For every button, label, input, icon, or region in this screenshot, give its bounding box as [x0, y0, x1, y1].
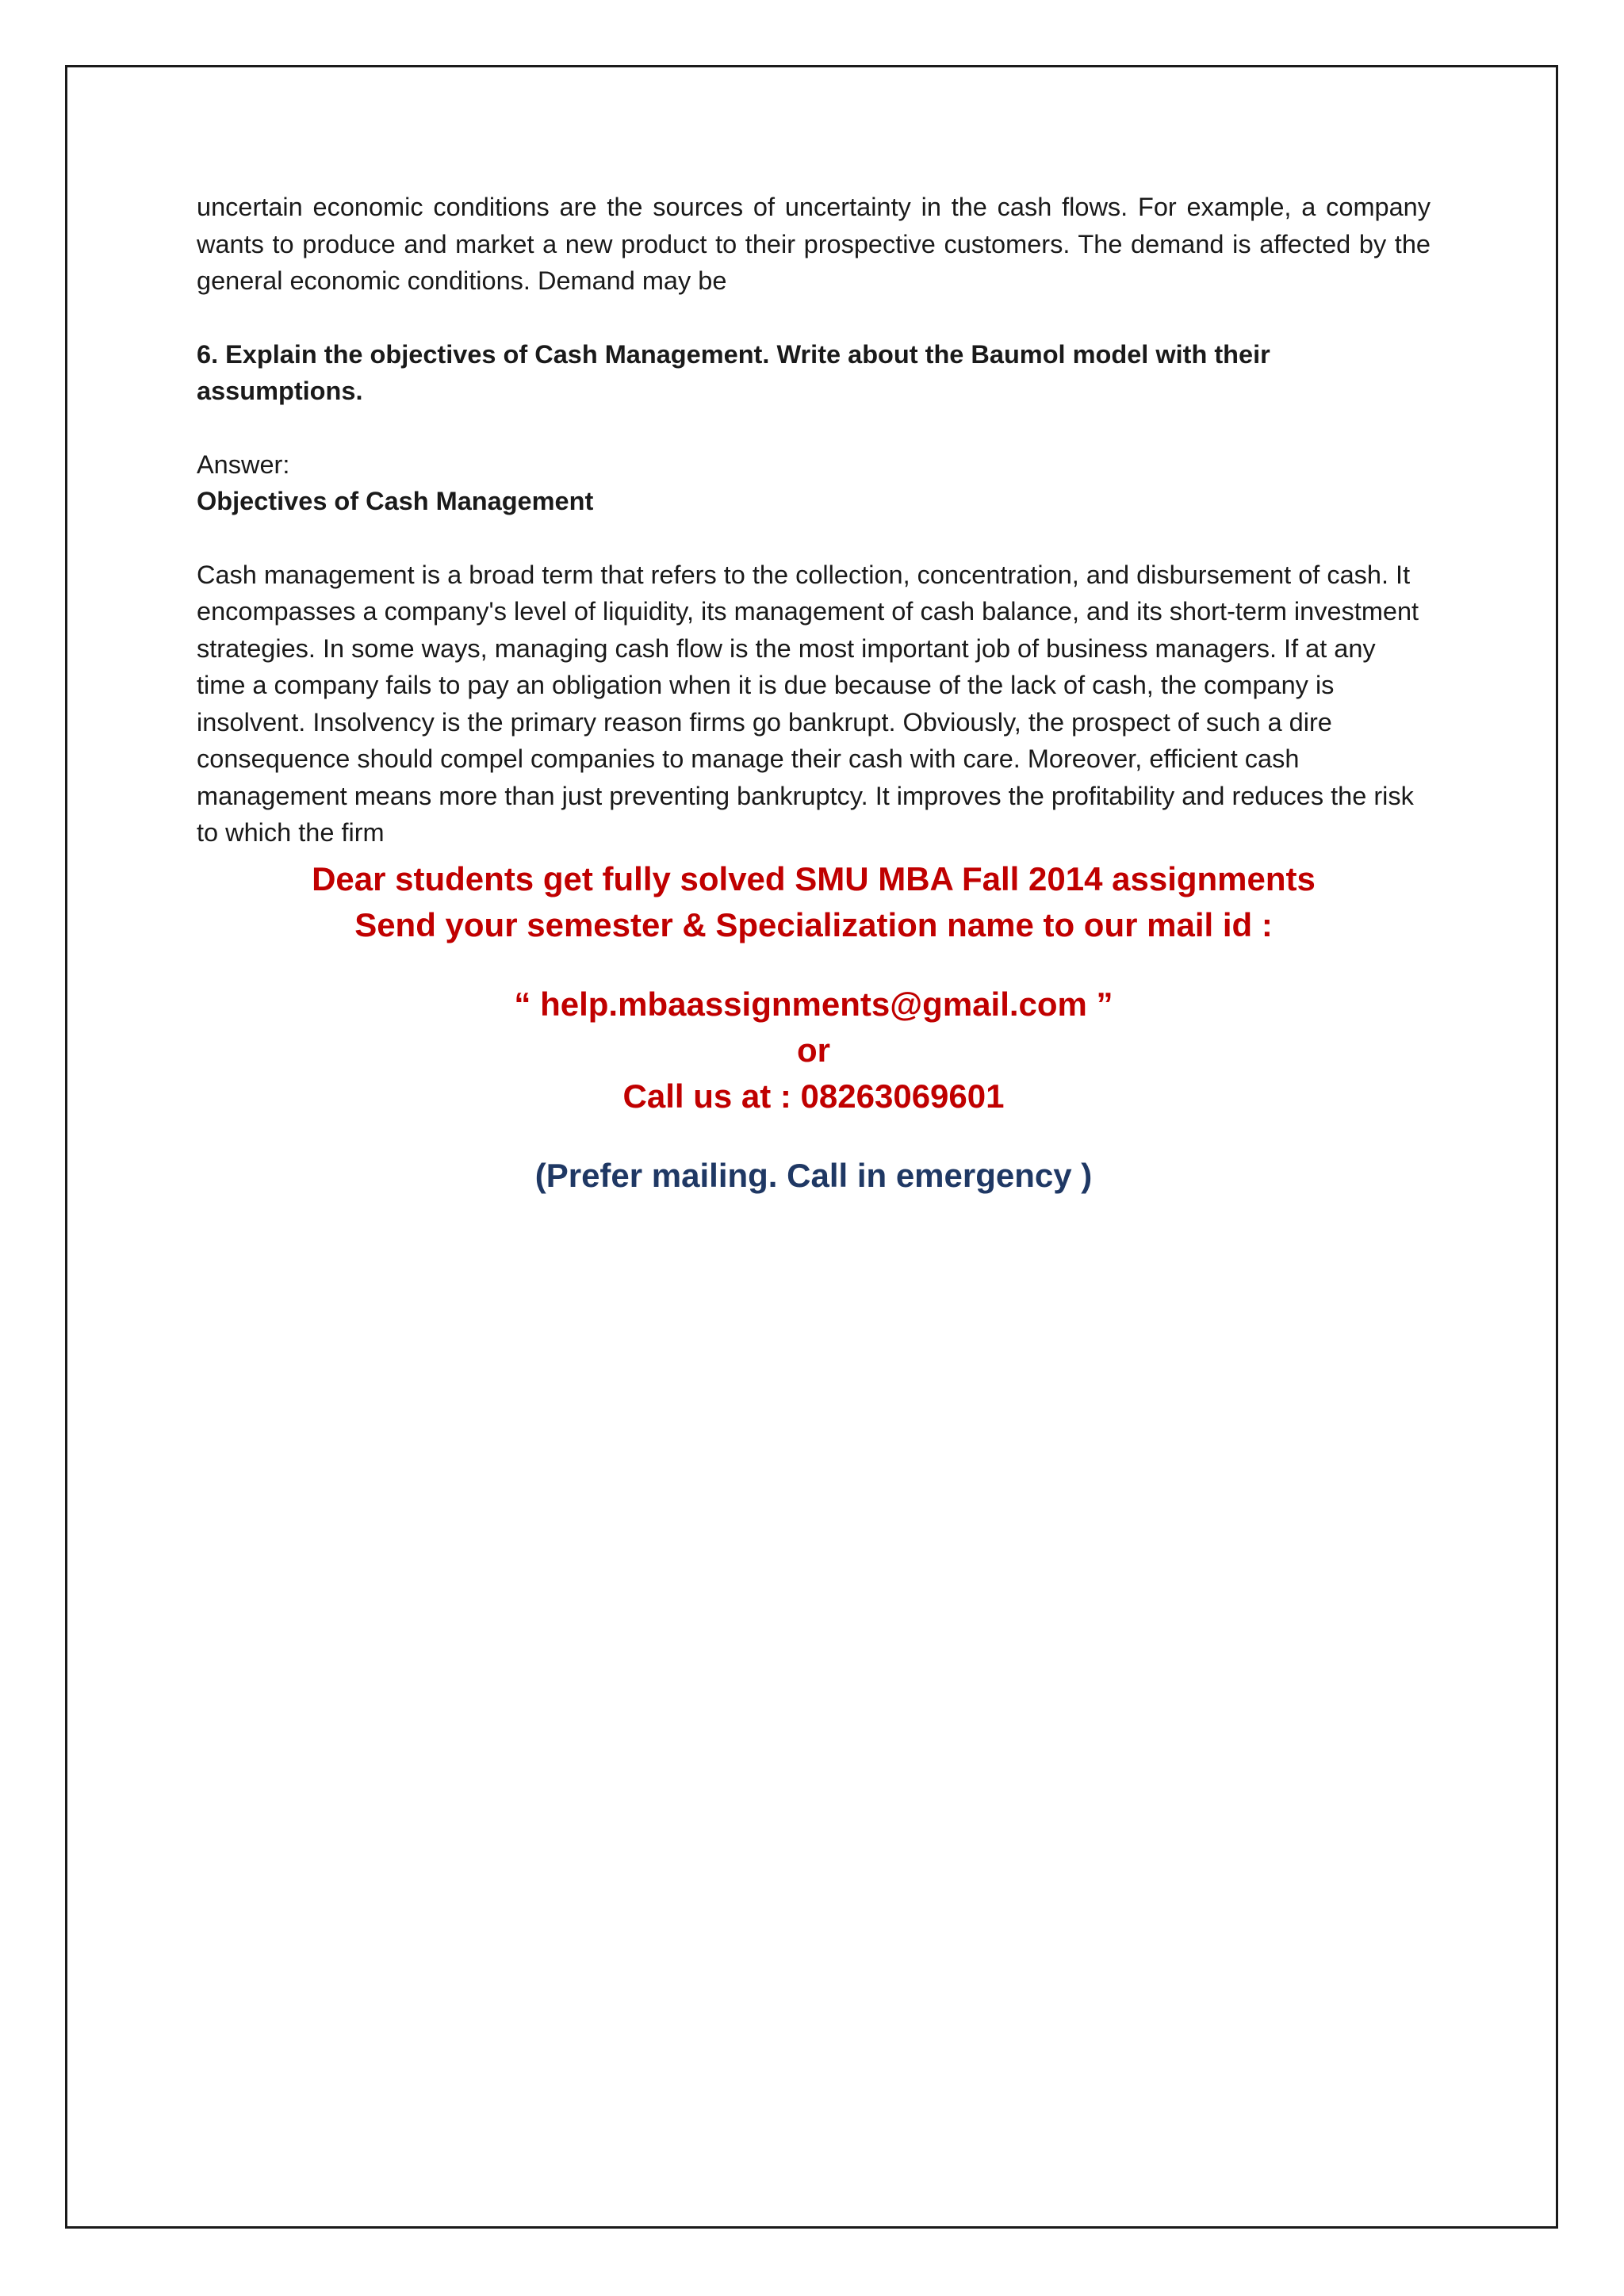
promo-note: (Prefer mailing. Call in emergency )	[534, 1156, 1093, 1194]
page-content	[197, 189, 1431, 1199]
promo-spacer	[197, 948, 1431, 982]
answer-label: Answer:	[197, 450, 290, 479]
question-heading: 6. Explain the objectives of Cash Management. Write about the Baumol model with their assumptions.	[197, 339, 1270, 405]
promo-phone: Call us at : 08263069601	[622, 1077, 1005, 1115]
section-heading: Objectives of Cash Management	[197, 487, 594, 515]
promo-email: “ help.mbaassignments@gmail.com ”	[514, 985, 1113, 1023]
promo-block	[197, 856, 1431, 1199]
promo-spacer	[197, 1119, 1431, 1153]
promo-line-1: Dear students get fully solved SMU MBA Fall 2014 assignments	[312, 859, 1316, 897]
intro-paragraph: uncertain economic conditions are the sources of uncertainty in the cash flows. For example, a company wants to produce and market a new product to their prospective customers. The demand is affected by the general economic conditions. Demand may be	[197, 193, 1431, 295]
body-paragraph: Cash management is a broad term that refers to the collection, concentration, and disbursement of cash. It encompasses a company's level of liquidity, its management of cash balance, and its short-term investment strategies. In some ways, managing cash flow is the most important job of business managers. If at any time a company fails to pay an obligation when it is due because of the lack of cash, the company is insolvent. Insolvency is the primary reason firms go bankrupt. Obviously, the prospect of such a dire consequence should compel companies to manage their cash with care. Moreover, efficient cash management means more than just preventing bankruptcy. It improves the profitability and reduces the risk to which the firm	[197, 560, 1419, 847]
promo-or: or	[797, 1031, 830, 1069]
promo-line-2: Send your semester & Specialization name to our mail id :	[354, 905, 1273, 943]
